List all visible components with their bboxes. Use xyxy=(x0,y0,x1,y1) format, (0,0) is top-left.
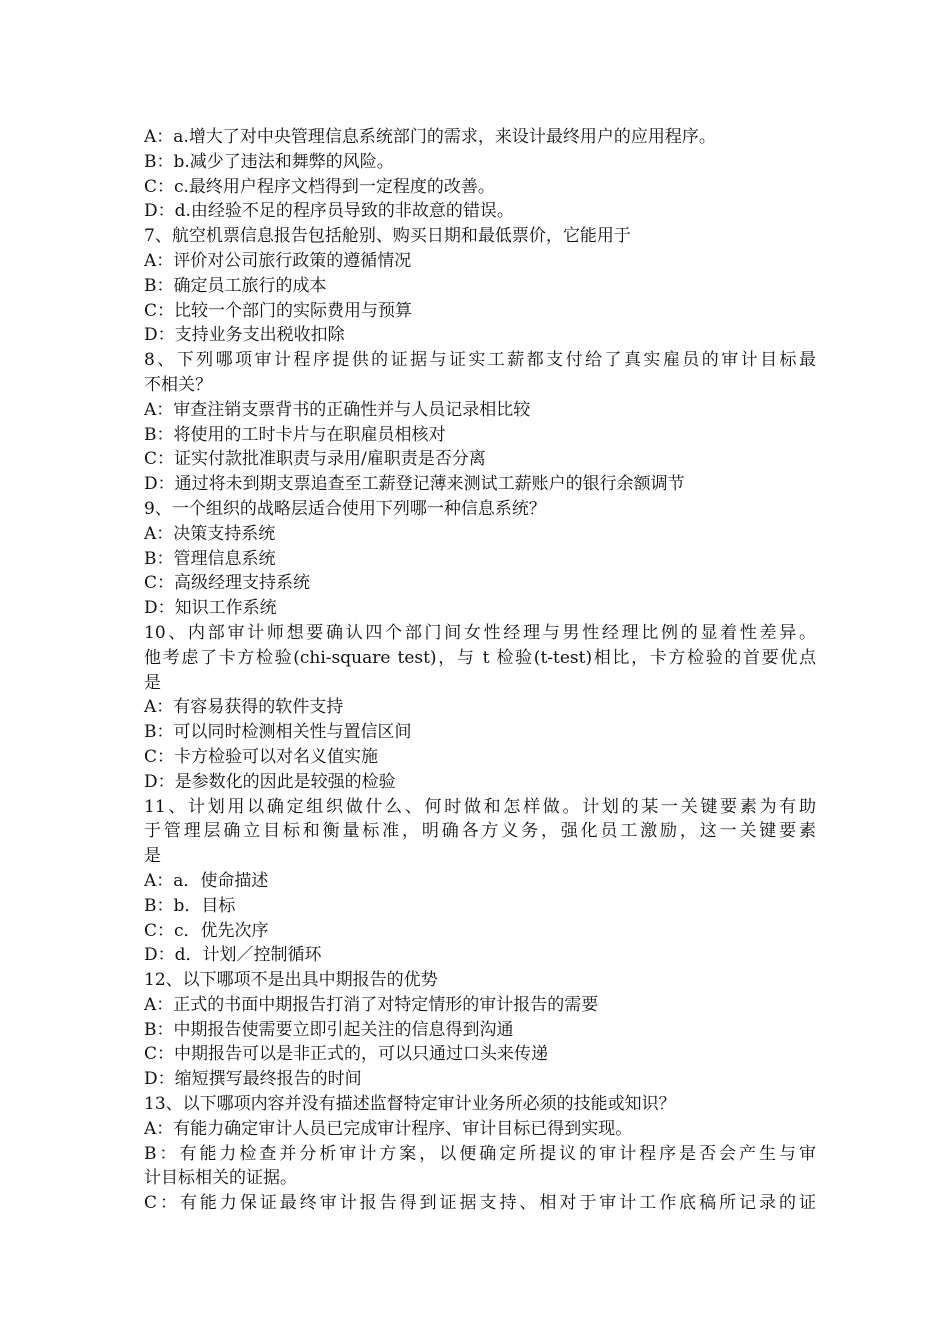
option-line: 计目标相关的证据。 xyxy=(144,1168,297,1189)
option-line: D：是参数化的因此是较强的检验 xyxy=(144,771,396,792)
q10-question-text xyxy=(144,621,816,695)
q9-option-a-text xyxy=(144,522,816,547)
option-line: C：证实付款批准职责与录用/雇职责是否分离 xyxy=(144,449,486,470)
q11-question-text xyxy=(144,795,816,869)
option-line: A：评价对公司旅行政策的遵循情况 xyxy=(144,250,412,271)
q10-option-c-text xyxy=(144,745,816,770)
q8-option-c-text xyxy=(144,447,816,472)
option-line: C：c.最终用户程序文档得到一定程度的改善。 xyxy=(144,176,495,197)
question-line: 不相关？ xyxy=(144,374,212,395)
question-line: 他考虑了卡方检验(chi-square test)，与 t 检验(t-test)相比，卡方检验的首要优点 xyxy=(144,647,816,668)
q8-question-text xyxy=(144,348,816,398)
q13-option-c-text xyxy=(144,1191,816,1216)
option-line: D：知识工作系统 xyxy=(144,598,277,619)
q10-option-a-text xyxy=(144,695,816,720)
q7-option-a-text xyxy=(144,249,816,274)
q6-option-d-text xyxy=(144,199,816,224)
q9-option-c-text xyxy=(144,571,816,596)
option-line: C：高级经理支持系统 xyxy=(144,573,311,594)
q6-option-b-text xyxy=(144,150,816,175)
option-line: A：有容易获得的软件支持 xyxy=(144,697,344,718)
question-line: 10、内部审计师想要确认四个部门间女性经理与男性经理比例的显着性差异。 xyxy=(144,622,816,643)
option-line: D：缩短撰写最终报告的时间 xyxy=(144,1069,362,1090)
q13-option-b-text xyxy=(144,1142,816,1192)
q9-option-b-text xyxy=(144,547,816,572)
q7-question-text xyxy=(144,224,816,249)
option-line: C：卡方检验可以对名义值实施 xyxy=(144,746,379,767)
question-line: 9、一个组织的战略层适合使用下列哪一种信息系统？ xyxy=(144,498,546,519)
q12-option-c-text xyxy=(144,1042,816,1067)
q10-option-d-text xyxy=(144,770,816,795)
option-line: A：a.增大了对中央管理信息系统部门的需求，来设计最终用户的应用程序。 xyxy=(144,127,716,147)
option-line: A：审查注销支票背书的正确性并与人员记录相比较 xyxy=(144,399,531,420)
option-line: D：d．计划／控制循环 xyxy=(144,945,322,966)
option-line: B：b．目标 xyxy=(144,895,236,916)
option-line: A：a．使命描述 xyxy=(144,870,269,891)
option-line: B：有能力检查并分析审计方案，以便确定所提议的审计程序是否会产生与审 xyxy=(144,1143,816,1164)
option-line: B：确定员工旅行的成本 xyxy=(144,275,327,296)
option-line: C：比较一个部门的实际费用与预算 xyxy=(144,300,413,321)
question-line: 12、以下哪项不是出具中期报告的优势 xyxy=(144,970,438,991)
option-line: C：c．优先次序 xyxy=(144,920,269,941)
q8-option-d-text xyxy=(144,472,816,497)
q11-option-b-text xyxy=(144,894,816,919)
q11-option-d-text xyxy=(144,943,816,968)
q6-option-a-text xyxy=(144,125,816,150)
option-line: A：正式的书面中期报告打消了对特定情形的审计报告的需要 xyxy=(144,994,599,1015)
question-line: 是 xyxy=(144,846,161,867)
q12-option-b-text xyxy=(144,1018,816,1043)
question-line: 13、以下哪项内容并没有描述监督特定审计业务所必须的技能或知识？ xyxy=(144,1094,676,1115)
q8-option-b-text xyxy=(144,423,816,448)
option-line: B：管理信息系统 xyxy=(144,548,276,569)
q9-option-d-text xyxy=(144,596,816,621)
question-line: 11、计划用以确定组织做什么、何时做和怎样做。计划的某一关键要素为有助 xyxy=(144,796,816,817)
q7-option-c-text xyxy=(144,299,816,324)
q11-option-c-text xyxy=(144,919,816,944)
question-line: 7、航空机票信息报告包括舱别、购买日期和最低票价，它能用于 xyxy=(144,226,631,247)
q8-option-a-text xyxy=(144,398,816,423)
option-line: D：支持业务支出税收扣除 xyxy=(144,325,345,346)
q12-option-d-text xyxy=(144,1067,816,1092)
option-line: A：决策支持系统 xyxy=(144,523,276,544)
option-line: B：b.减少了违法和舞弊的风险。 xyxy=(144,151,394,172)
document-page xyxy=(144,125,816,1216)
option-line: D：d.由经验不足的程序员导致的非故意的错误。 xyxy=(144,201,514,222)
q7-option-d-text xyxy=(144,323,816,348)
option-line: D：通过将未到期支票追查至工薪登记薄来测试工薪账户的银行余额调节 xyxy=(144,474,685,495)
option-line: C：有能力保证最终审计报告得到证据支持、相对于审计工作底稿所记录的证 xyxy=(144,1193,816,1214)
option-line: B：中期报告使需要立即引起关注的信息得到沟通 xyxy=(144,1019,514,1040)
q13-option-a-text xyxy=(144,1117,816,1142)
q12-option-a-text xyxy=(144,993,816,1018)
option-line: B：将使用的工时卡片与在职雇员相核对 xyxy=(144,424,446,445)
q6-option-c-text xyxy=(144,175,816,200)
question-line: 是 xyxy=(144,672,161,693)
q7-option-b-text xyxy=(144,274,816,299)
q10-option-b-text xyxy=(144,720,816,745)
option-line: C：中期报告可以是非正式的，可以只通过口头来传递 xyxy=(144,1044,549,1065)
q13-question-text xyxy=(144,1092,816,1117)
q12-question-text xyxy=(144,968,816,993)
q11-option-a-text xyxy=(144,869,816,894)
option-line: A：有能力确定审计人员已完成审计程序、审计目标已得到实现。 xyxy=(144,1118,633,1139)
q9-question-text xyxy=(144,497,816,522)
question-line: 8、下列哪项审计程序提供的证据与证实工薪都支付给了真实雇员的审计目标最 xyxy=(144,350,816,371)
option-line: B：可以同时检测相关性与置信区间 xyxy=(144,722,412,743)
question-line: 于管理层确立目标和衡量标准，明确各方义务，强化员工激励，这一关键要素 xyxy=(144,821,816,842)
